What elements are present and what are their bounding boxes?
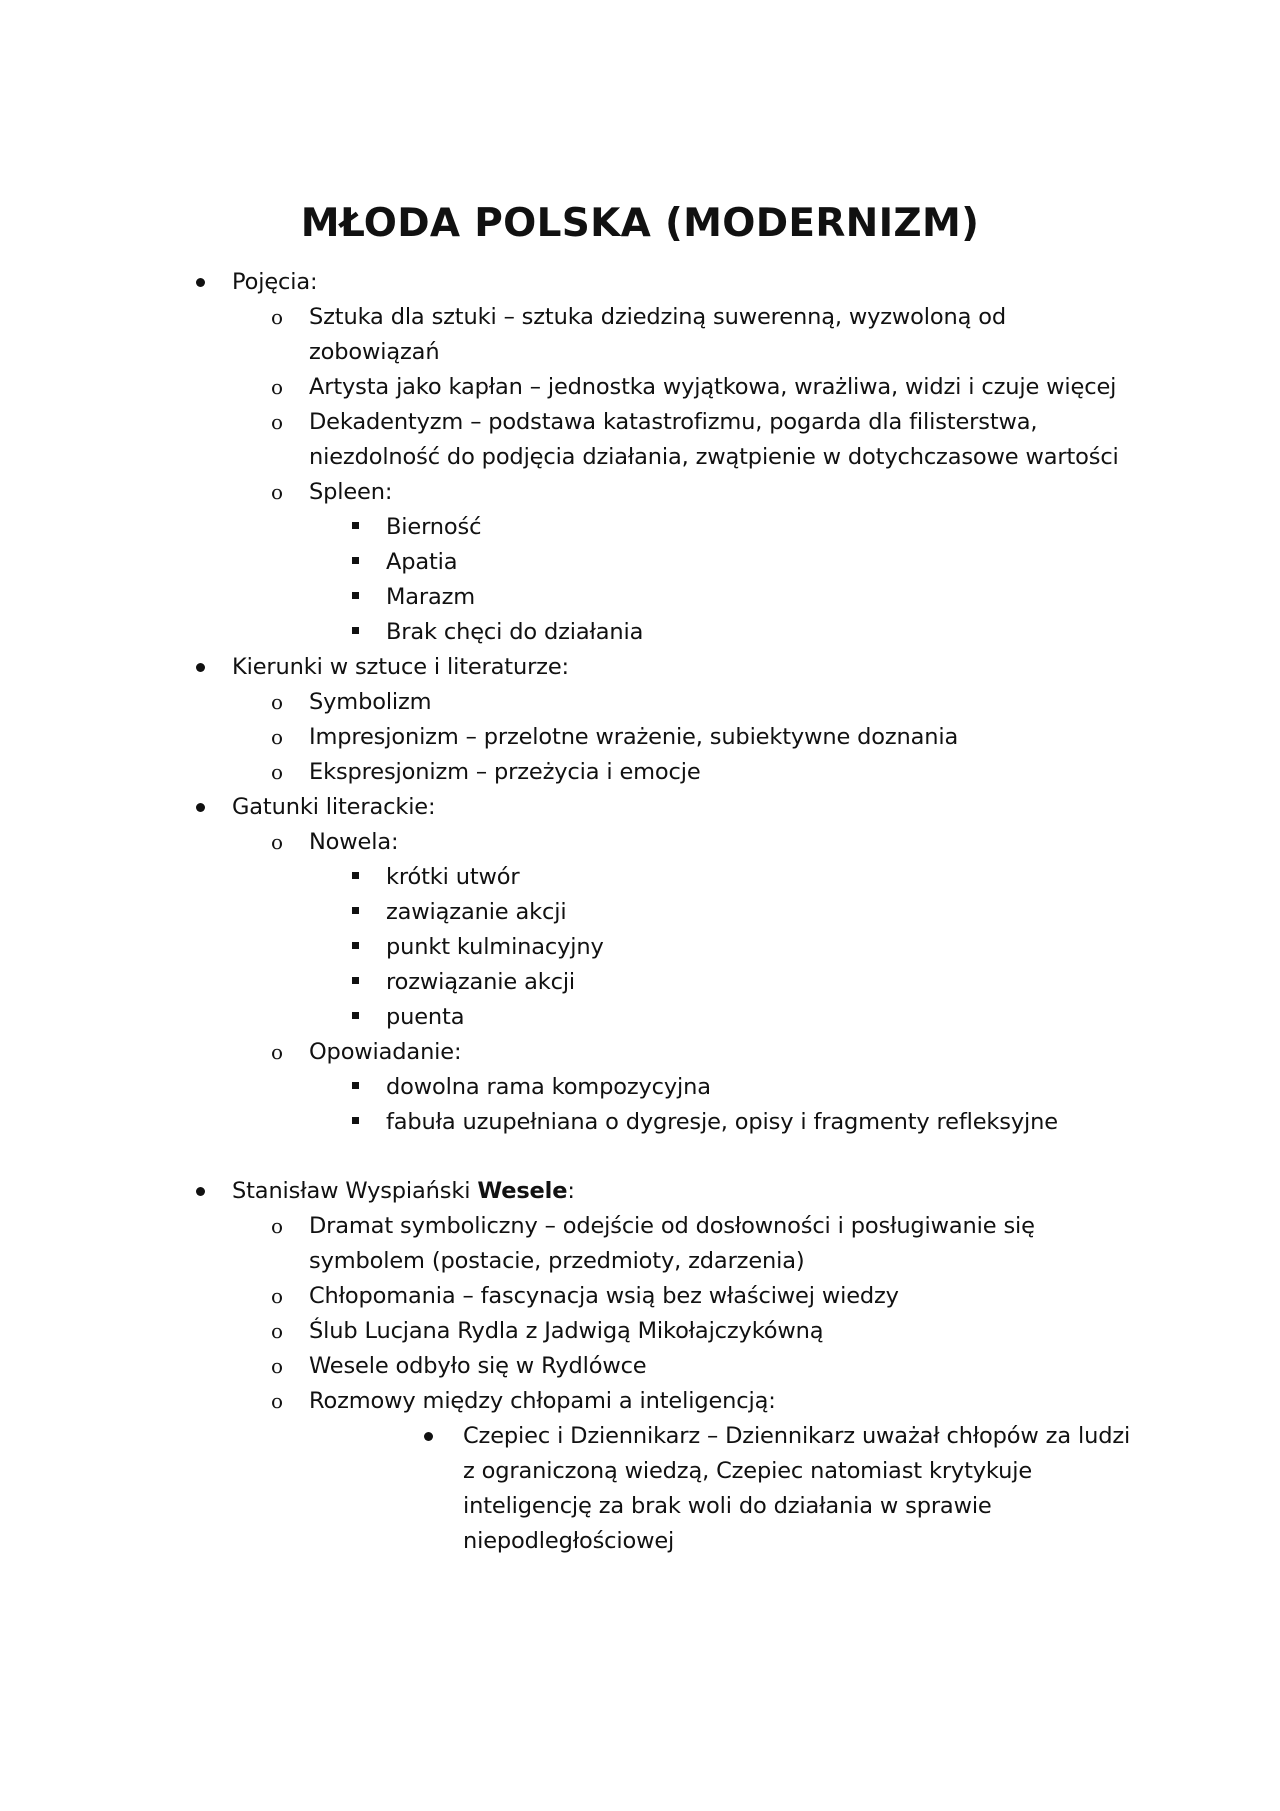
sub-list-item: Bierność: [386, 514, 482, 540]
bullet-circle: o: [271, 1389, 284, 1413]
section-heading-gatunki: Gatunki literackie:: [232, 794, 436, 820]
list-item: Rozmowy między chłopami a inteligencją:: [309, 1388, 776, 1414]
sub-list-item: Brak chęci do działania: [386, 619, 644, 645]
sub-list-item: fabuła uzupełniana o dygresje, opisy i fragmenty refleksyjne: [386, 1109, 1058, 1135]
bullet-circle: o: [271, 480, 284, 504]
bullet-circle: o: [271, 760, 284, 784]
list-item: Artysta jako kapłan – jednostka wyjątkowa, wrażliwa, widzi i czuje więcej: [309, 374, 1117, 400]
list-item-continuation: symbolem (postacie, przedmioty, zdarzenia): [309, 1248, 805, 1274]
list-item: Dekadentyzm – podstawa katastrofizmu, pogarda dla filisterstwa,: [309, 409, 1038, 435]
bullet-circle: o: [271, 1319, 284, 1343]
bullet-circle: o: [271, 305, 284, 329]
bullet-square: [352, 522, 359, 529]
bullet-square: [352, 907, 359, 914]
page-title: MŁODA POLSKA (MODERNIZM): [300, 201, 980, 246]
list-item: Symbolizm: [309, 689, 432, 715]
bullet-circle: o: [271, 375, 284, 399]
bullet-square: [352, 592, 359, 599]
list-item: Ekspresjonizm – przeżycia i emocje: [309, 759, 701, 785]
list-item: Ślub Lucjana Rydla z Jadwigą Mikołajczykówną: [309, 1318, 824, 1344]
list-item: Nowela:: [309, 829, 399, 855]
bullet-circle: o: [271, 1040, 284, 1064]
bullet-square: [352, 977, 359, 984]
section-heading-wesele: [232, 1174, 575, 1209]
bullet-square: [352, 1082, 359, 1089]
bullet-disc: [196, 803, 205, 812]
bullet-disc: [424, 1432, 433, 1441]
sub-list-item: Apatia: [386, 549, 458, 575]
bullet-disc: [196, 278, 205, 287]
bullet-square: [352, 627, 359, 634]
bullet-square: [352, 872, 359, 879]
bullet-circle: o: [271, 725, 284, 749]
nested-list-item-continuation: z ograniczoną wiedzą, Czepiec natomiast krytykuje: [463, 1458, 1033, 1484]
list-item: Opowiadanie:: [309, 1039, 462, 1065]
heading-colon: :: [567, 1178, 575, 1204]
sub-list-item: Marazm: [386, 584, 476, 610]
section-heading-pojecia: Pojęcia:: [232, 269, 318, 295]
bullet-square: [352, 1012, 359, 1019]
sub-list-item: krótki utwór: [386, 864, 520, 890]
sub-list-item: punkt kulminacyjny: [386, 934, 604, 960]
list-item: Dramat symboliczny – odejście od dosłowności i posługiwanie się: [309, 1213, 1035, 1239]
list-item: Chłopomania – fascynacja wsią bez właściwej wiedzy: [309, 1283, 899, 1309]
list-item: Wesele odbyło się w Rydlówce: [309, 1353, 647, 1379]
author-name: Stanisław Wyspiański: [232, 1178, 478, 1204]
bullet-square: [352, 1117, 359, 1124]
work-title: Wesele: [477, 1178, 568, 1204]
sub-list-item: rozwiązanie akcji: [386, 969, 576, 995]
sub-list-item: dowolna rama kompozycyjna: [386, 1074, 711, 1100]
bullet-circle: o: [271, 830, 284, 854]
bullet-circle: o: [271, 1284, 284, 1308]
list-item-continuation: zobowiązań: [309, 339, 440, 365]
bullet-disc: [196, 1187, 205, 1196]
bullet-disc: [196, 663, 205, 672]
bullet-circle: o: [271, 690, 284, 714]
nested-list-item-continuation: inteligencję za brak woli do działania w sprawie: [463, 1493, 992, 1519]
bullet-circle: o: [271, 410, 284, 434]
list-item-continuation: niezdolność do podjęcia działania, zwątpienie w dotychczasowe wartości: [309, 444, 1119, 470]
sub-list-item: zawiązanie akcji: [386, 899, 567, 925]
sub-list-item: puenta: [386, 1004, 465, 1030]
list-item: Spleen:: [309, 479, 393, 505]
list-item: Impresjonizm – przelotne wrażenie, subiektywne doznania: [309, 724, 959, 750]
nested-list-item: Czepiec i Dziennikarz – Dziennikarz uważał chłopów za ludzi: [463, 1423, 1131, 1449]
bullet-circle: o: [271, 1354, 284, 1378]
bullet-square: [352, 557, 359, 564]
section-heading-kierunki: Kierunki w sztuce i literaturze:: [232, 654, 569, 680]
nested-list-item-continuation: niepodległościowej: [463, 1528, 675, 1554]
bullet-circle: o: [271, 1214, 284, 1238]
list-item: Sztuka dla sztuki – sztuka dziedziną suwerenną, wyzwoloną od: [309, 304, 1006, 330]
bullet-square: [352, 942, 359, 949]
